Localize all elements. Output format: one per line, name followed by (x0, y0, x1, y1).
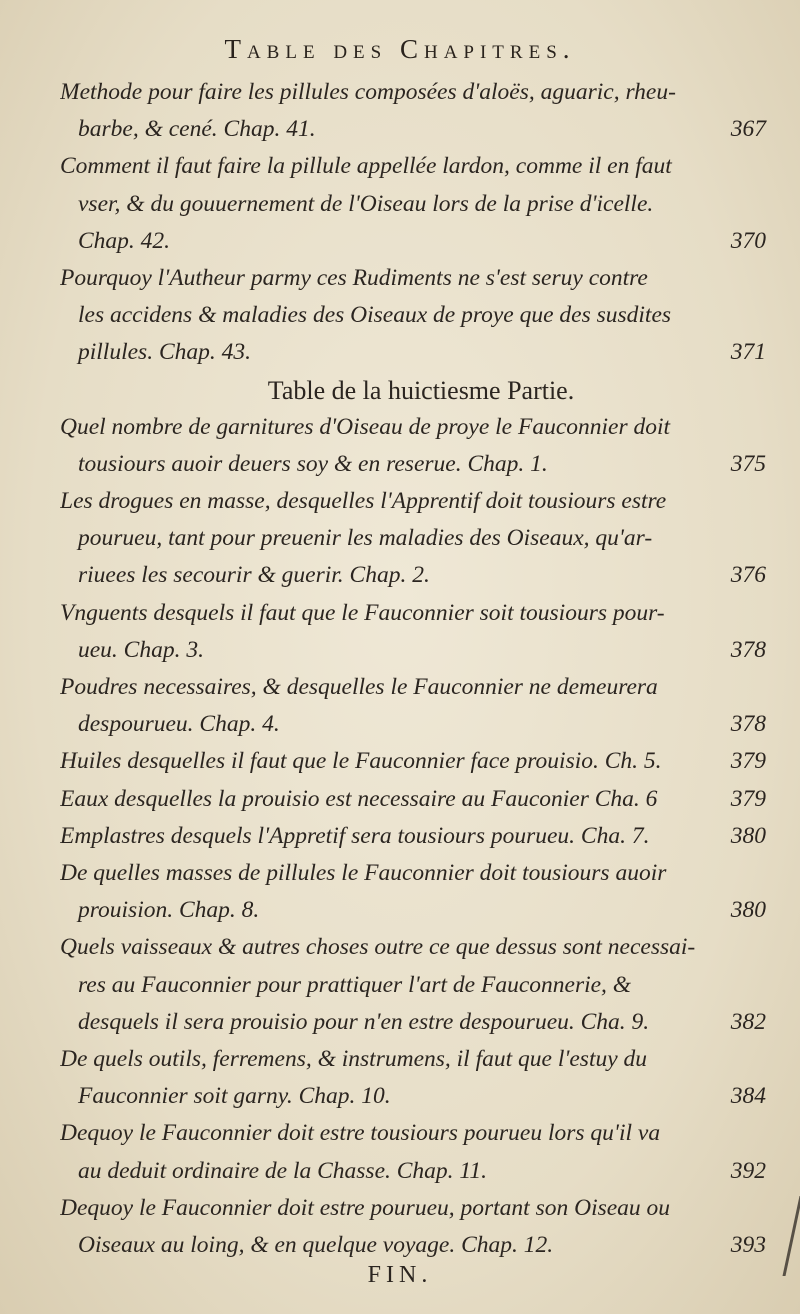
toc-entry (60, 1041, 772, 1115)
toc-entry (60, 1190, 772, 1264)
toc-entry-text: Poudres necessaires, & desquelles le Fauconnier ne demeurera (60, 674, 658, 701)
toc-entry-text: Chap. 42. (78, 227, 171, 254)
table-of-contents (60, 74, 772, 1264)
toc-entry-text: Pourquoy l'Autheur parmy ces Rudiments ne s'est seruy contre (60, 265, 648, 292)
fin-mark: FIN. (367, 1262, 433, 1288)
toc-entry (60, 148, 772, 260)
toc-entry-line (60, 743, 772, 780)
toc-entry-text: vser, & du gouuernement de l'Oiseau lors de la prise d'icelle. (78, 190, 654, 217)
page-number: 379 (730, 748, 766, 775)
toc-entry-line (60, 446, 772, 483)
toc-entry (60, 74, 772, 148)
toc-entry-text: Huiles desquelles il faut que le Fauconnier face prouisio. Ch. 5. (60, 748, 662, 775)
page-number: 371 (730, 339, 766, 366)
toc-entry-text: Fauconnier soit garny. Chap. 10. (78, 1083, 391, 1110)
toc-entry-line (60, 148, 772, 185)
toc-entry-line (60, 111, 772, 148)
toc-entry-text: ueu. Chap. 3. (78, 636, 204, 663)
toc-entry-line (60, 929, 772, 966)
toc-entry-text: De quels outils, ferremens, & instrumens, il faut que l'estuy du (60, 1046, 648, 1073)
toc-entry-line (60, 967, 772, 1004)
toc-entry-line (60, 1078, 772, 1115)
page-number: 376 (730, 562, 766, 589)
toc-entry-line (60, 855, 772, 892)
toc-entry-text: riuees les secourir & guerir. Chap. 2. (78, 562, 430, 589)
toc-entry-line (60, 781, 772, 818)
toc-entry-text: Methode pour faire les pillules composées d'aloës, aguaric, rheu- (60, 79, 676, 105)
toc-entry-text: despourueu. Chap. 4. (78, 711, 280, 738)
toc-entry-line (60, 892, 772, 929)
toc-entry-line (60, 297, 772, 334)
toc-entry-text: au deduit ordinaire de la Chasse. Chap. 11. (78, 1157, 488, 1184)
toc-entry-text: De quelles masses de pillules le Fauconnier doit tousiours auoir (60, 860, 667, 887)
page-number: 367 (730, 116, 766, 143)
toc-entry (60, 855, 772, 929)
toc-entry-line (60, 520, 772, 557)
toc-entry (60, 743, 772, 780)
toc-entry-text: Comment il faut faire la pillule appellée lardon, comme il en faut (60, 153, 672, 180)
toc-entry-text: Eaux desquelles la prouisio est necessaire au Fauconier Cha. 6 (60, 785, 658, 812)
toc-entry-line (60, 557, 772, 594)
toc-entry (60, 929, 772, 1041)
page-number: 392 (730, 1157, 766, 1184)
entries-eighth-part (60, 409, 772, 1265)
toc-entry-text: res au Fauconnier pour prattiquer l'art de Fauconnerie, & (78, 971, 632, 998)
toc-entry-text: Quel nombre de garnitures d'Oiseau de proye le Fauconnier doit (60, 413, 671, 440)
toc-entry-line (60, 223, 772, 260)
toc-entry-line (60, 186, 772, 223)
entries-previous-part (60, 74, 772, 372)
toc-entry-text: pillules. Chap. 43. (78, 339, 251, 366)
toc-entry-text: barbe, & cené. Chap. 41. (78, 116, 316, 143)
toc-entry-line (60, 334, 772, 371)
toc-entry-line (60, 1041, 772, 1078)
page-number: 380 (730, 897, 766, 924)
page-number: 384 (730, 1083, 766, 1110)
toc-entry (60, 669, 772, 743)
toc-entry-text: Emplastres desquels l'Appretif sera tousiours pourueu. Cha. 7. (60, 822, 650, 849)
toc-entry (60, 781, 772, 818)
toc-entry-text: tousiours auoir deuers soy & en reserue. Chap. 1. (78, 450, 548, 477)
part-title: Table de la huictiesme Partie. (267, 375, 575, 405)
toc-entry-line (60, 595, 772, 632)
toc-entry-line (60, 260, 772, 297)
running-header: Table des Chapitres. (224, 34, 576, 64)
page-number: 380 (730, 822, 766, 849)
page-number: 382 (730, 1008, 766, 1035)
toc-entry-text: Quels vaisseaux & autres choses outre ce que dessus sont necessai- (60, 934, 696, 961)
toc-entry-line (60, 1153, 772, 1190)
toc-entry-line (60, 706, 772, 743)
toc-entry (60, 483, 772, 595)
toc-entry (60, 1115, 772, 1189)
page-number: 378 (730, 711, 766, 738)
page-number: 378 (730, 636, 766, 663)
toc-entry (60, 818, 772, 855)
toc-entry-text: Les drogues en masse, desquelles l'Apprentif doit tousiours estre (60, 488, 667, 515)
toc-entry-line (60, 1227, 772, 1264)
toc-entry-line (60, 1004, 772, 1041)
page-number: 393 (730, 1232, 766, 1259)
toc-entry-line (60, 74, 772, 111)
toc-entry-text: Oiseaux au loing, & en quelque voyage. Chap. 12. (78, 1232, 554, 1259)
toc-entry-text: Dequoy le Fauconnier doit estre pourueu, portant son Oiseau ou (60, 1194, 671, 1221)
toc-entry-line (60, 632, 772, 669)
toc-entry-line (60, 1115, 772, 1152)
toc-entry-text: prouision. Chap. 8. (78, 897, 260, 924)
toc-entry-line (60, 1190, 772, 1227)
toc-entry-line (60, 409, 772, 446)
toc-entry-text: desquels il sera prouisio pour n'en estre despourueu. Cha. 9. (78, 1008, 650, 1035)
toc-entry (60, 409, 772, 483)
toc-entry-line (60, 818, 772, 855)
toc-entry-text: Dequoy le Fauconnier doit estre tousiours pourueu lors qu'il va (60, 1120, 661, 1147)
toc-entry-text: Vnguents desquels il faut que le Fauconnier soit tousiours pour- (60, 599, 665, 626)
toc-entry-line (60, 483, 772, 520)
toc-entry-text: pourueu, tant pour preuenir les maladies des Oiseaux, qu'ar- (78, 525, 653, 552)
page-number: 375 (730, 450, 766, 477)
toc-entry (60, 260, 772, 372)
toc-entry-text: les accidens & maladies des Oiseaux de proye que des susdites (78, 302, 672, 329)
toc-entry-line (60, 669, 772, 706)
page-number: 370 (730, 227, 766, 254)
page-number: 379 (730, 785, 766, 812)
toc-entry (60, 595, 772, 669)
